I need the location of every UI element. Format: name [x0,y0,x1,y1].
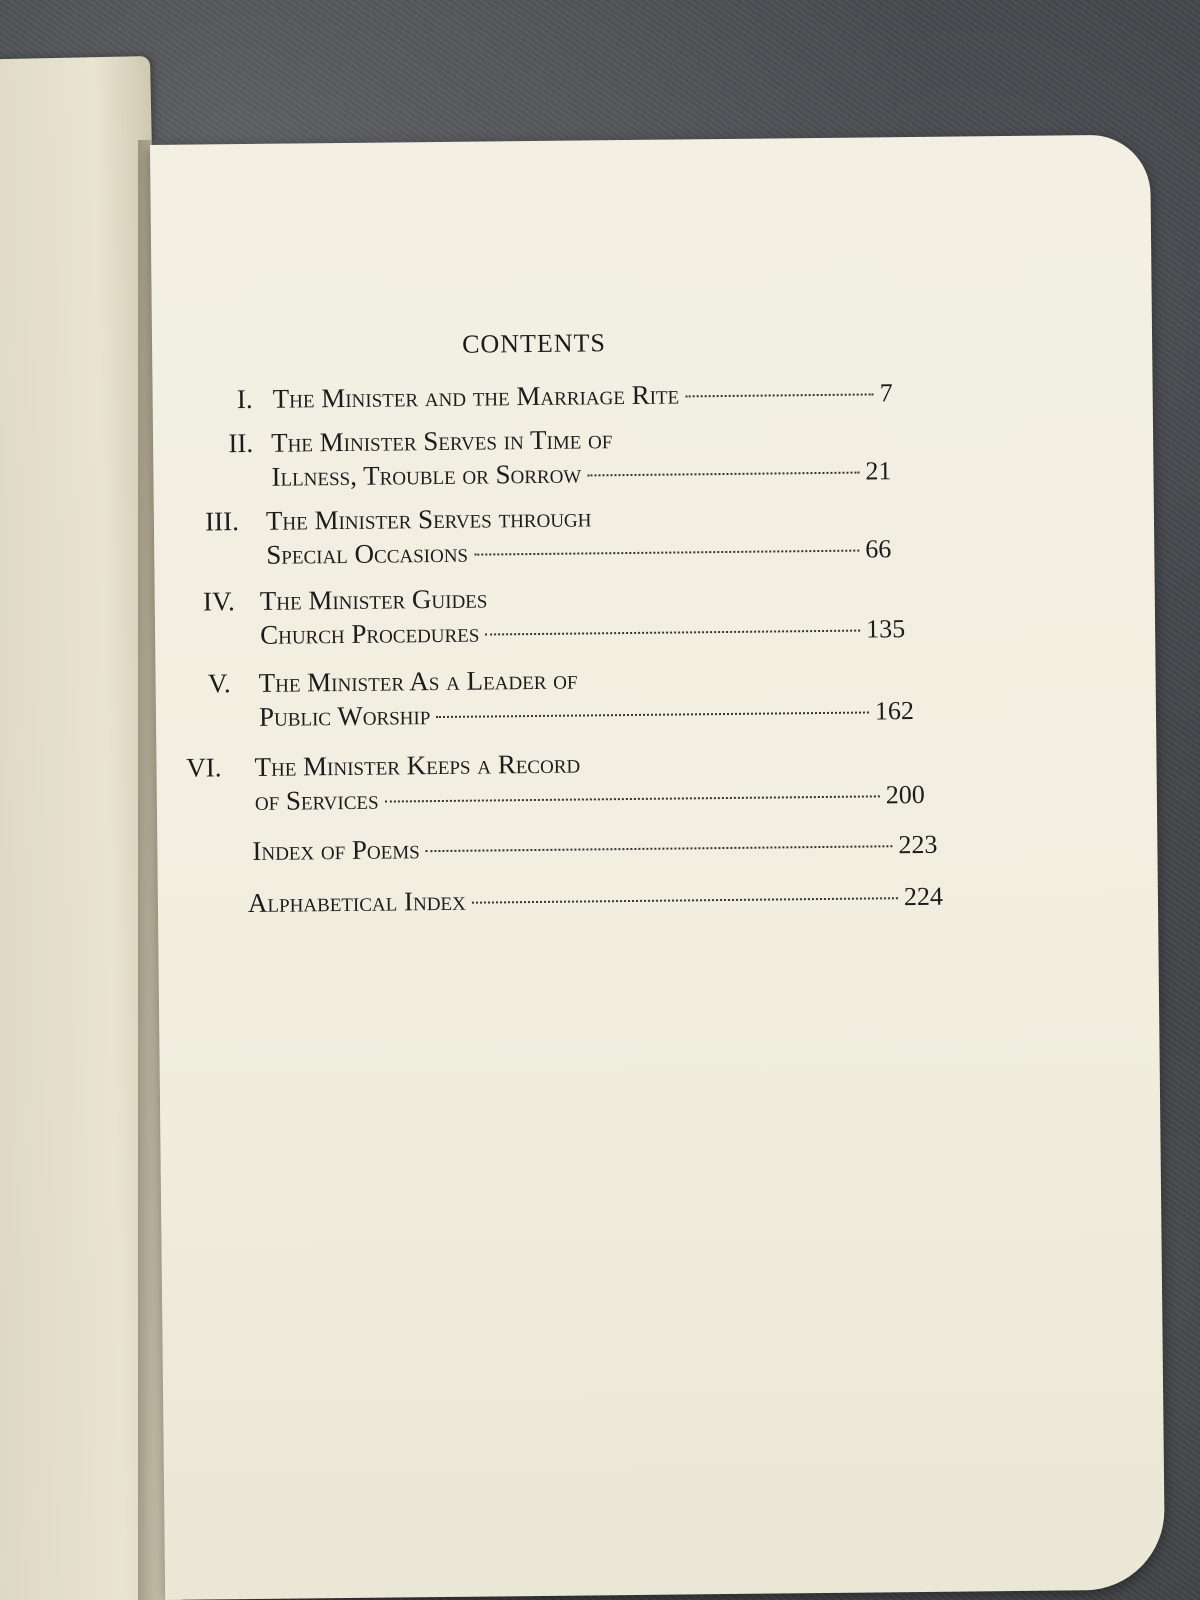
dot-leader [436,712,869,719]
page-number: 21 [865,456,892,486]
index-title: Index of Poems [252,834,420,866]
toc-entry[interactable] [203,419,904,502]
page-number: 223 [898,829,938,860]
chapter-title-line1: The Minister Serves through [265,502,592,536]
page-number: 224 [903,881,944,912]
toc-entry[interactable] [252,827,942,874]
chapter-numeral: I. [236,383,253,415]
chapter-title-line2: Special Occasions [266,537,469,570]
toc-title: CONTENTS [461,328,607,359]
index-title: Alphabetical Index [247,885,466,919]
toc-entry[interactable] [212,375,902,422]
book-page [150,135,1165,1600]
dot-leader [485,630,860,636]
dot-leader [472,897,898,903]
toc-entry[interactable] [166,743,927,827]
toc-entry[interactable] [248,879,948,926]
dot-leader [474,550,859,556]
chapter-title-line2: of Services [254,784,379,816]
table-of-contents [150,135,1160,1145]
page-number: 200 [885,779,925,810]
page-number: 135 [865,614,906,644]
toc-entry[interactable] [180,577,911,661]
dot-leader [385,795,880,802]
chapter-title-line2: Public Worship [258,700,431,732]
chapter-title-line1: The Minister Serves in Time of [270,424,613,458]
chapter-title-line1: The Minister As a Leader of [258,664,578,698]
chapter-numeral: V. [207,668,231,699]
chapter-title: The Minister and the Marriage Rite [272,379,680,414]
chapter-title-line1: The Minister Guides [259,583,488,616]
dot-leader [685,393,874,397]
toc-entry[interactable] [184,497,905,581]
dot-leader [587,472,859,477]
page-number: 66 [865,534,892,564]
chapter-title-line1: The Minister Keeps a Record [254,748,581,782]
page-number: 162 [874,696,915,726]
dot-leader [426,845,893,852]
page-number: 7 [879,378,893,408]
chapter-title-line2: Illness, Trouble or Sorrow [271,458,582,492]
toc-entry[interactable] [180,659,916,743]
left-page-bleedthrough [13,176,133,179]
chapter-numeral: III. [205,506,240,537]
chapter-numeral: IV. [202,586,235,617]
chapter-title-line2: Church Procedures [259,617,480,650]
chapter-numeral: VI. [186,752,222,783]
chapter-numeral: II. [228,427,254,459]
